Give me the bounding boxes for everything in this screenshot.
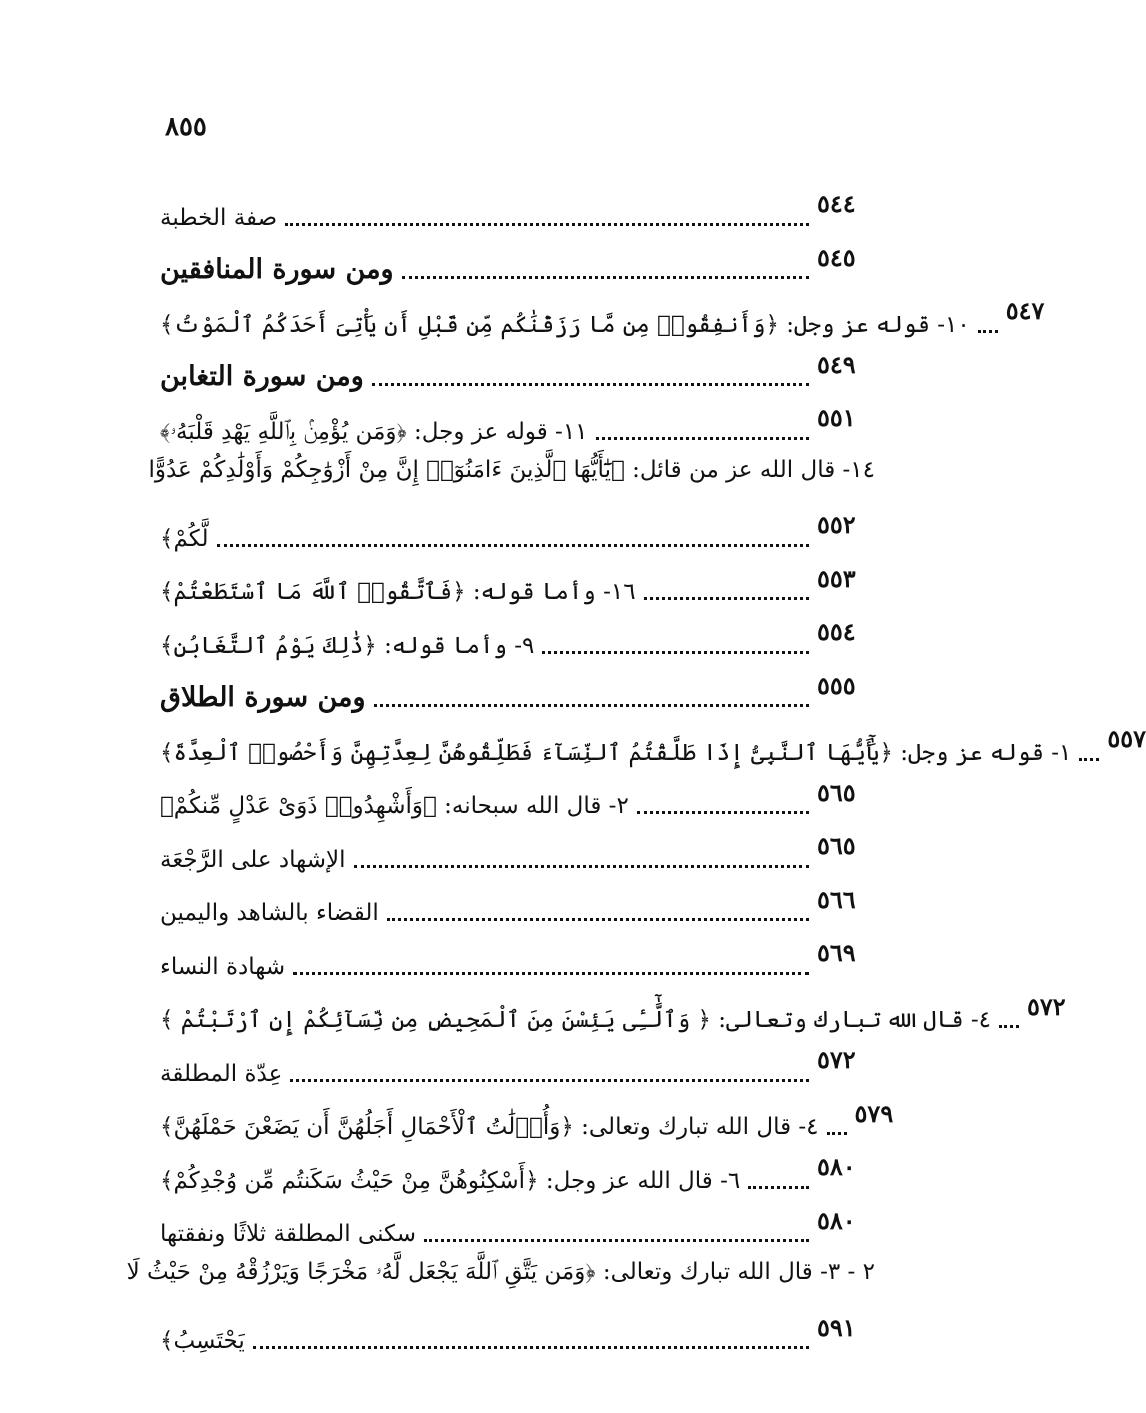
toc-entry-title: ١- قوله عز وجل: ﴿يَٰٓأَيُّهَا ٱلنَّبِىُّ إِذَا طَلَّقْتُمُ ٱلنِّسَآءَ فَطَلِّقُوهُنَّ لِعِدَّتِهِنَّ وَأَحْصُوا۟ ٱلْعِدَّةَ﴾ [160,739,1072,766]
toc-entry-page: ٥٩١ [817,1312,856,1342]
toc-entry [160,180,875,234]
toc-entry [126,1250,875,1357]
toc-entry-title: ومن سورة التغابن [160,360,364,392]
toc-entry-page: ٥٥٢ [817,510,856,540]
toc-entry-title: ومن سورة الطلاق [160,681,366,713]
toc-entry [160,1090,894,1144]
toc-entry-title: ٤- قال الله تبارك وتعالى: ﴿وَأُو۟لَٰتُ ٱلْأَحْمَالِ أَجَلُهُنَّ أَن يَضَعْنَ حَمْلَهُنَّ﴾ [160,1114,819,1141]
dot-leader [644,597,809,600]
toc-entry [160,555,875,609]
toc-entry-page: ٥٥٣ [817,563,856,593]
toc-entry-page: ٥٤٩ [817,349,856,379]
toc-entry-page: ٥٥١ [817,403,856,433]
toc-entry-title: القضاء بالشاهد واليمين [160,900,379,927]
toc-entry-title: ٩- وأما قوله: ﴿ذَٰلِكَ يَوْمُ ٱلتَّغَابُنِ﴾ [160,632,535,659]
toc-entry [160,769,875,823]
toc-entry-title: صفة الخطبة [160,204,278,231]
dot-leader [827,1132,847,1135]
toc-entry-title: ١٠- قوله عز وجل: ﴿وَأَنفِقُوا۟ مِن مَّا رَزَقْنَٰكُم مِّن قَبْلِ أَن يَأْتِىَ أَحَدَكُمُ ٱلْمَوْتُ﴾ [160,311,970,338]
toc-entry-page: ٥٥٥ [817,670,856,700]
toc-entry-continuation [160,501,875,554]
toc-entry [160,608,875,662]
dot-leader [293,972,809,975]
toc-entry-page: ٥٧٢ [1027,991,1066,1021]
toc-entry-title: الإشهاد على الرَّجْعَة [160,846,346,873]
toc-entry-page: ٥٨٠ [817,1152,856,1182]
dot-leader [748,1186,809,1189]
toc-entry-page: ٥٦٩ [817,938,856,968]
dot-leader [354,865,810,868]
toc-entry-title-cont: يَحْتَسِبُ﴾ [160,1328,245,1355]
toc-section-heading [160,234,875,288]
dot-leader [424,1239,809,1242]
toc-entry-page: ٥٤٥ [817,242,856,272]
toc-entry-title: شهادة النساء [160,953,286,980]
toc-entry-page: ٥٤٤ [817,189,856,219]
dot-leader [372,383,809,386]
dot-leader [1079,758,1099,761]
toc-entry-page: ٥٧٩ [854,1098,894,1128]
dot-leader [999,1025,1019,1028]
dot-leader [217,544,810,547]
toc-entry-page: ٥٦٦ [817,884,856,914]
toc-entry-page: ٥٥٤ [817,617,856,647]
dot-leader [402,276,809,279]
toc-section-heading [160,341,875,395]
toc-section-heading [160,662,875,716]
dot-leader [285,223,809,226]
toc-entry [160,715,1146,769]
toc-entry [160,1036,875,1090]
toc-entry-title: ١٤- قال الله عز من قائل: ﴿يَٰٓأَيُّهَا ٱلَّذِينَ ءَامَنُوٓا۟ إِنَّ مِنْ أَزْوَٰجِكُمْ وَأَوْلَٰدِكُمْ عَدُوًّا [148,456,875,483]
toc-entry [160,1197,875,1251]
toc-entry-body [148,448,875,555]
toc-entry-title: ١١- قوله عز وجل: ﴿وَمَن يُؤْمِنۢ بِٱللَّهِ يَهْدِ قَلْبَهُۥ﴾ [160,418,588,445]
dot-leader [290,1079,809,1082]
table-of-contents [126,180,1146,1357]
toc-entry-page: ٥٥٧ [1107,724,1146,754]
toc-entry [160,929,875,983]
toc-entry-continuation [160,1304,875,1357]
toc-entry-page: ٥٧٢ [817,1045,856,1075]
toc-entry-title: عِدّة المطلقة [160,1060,283,1087]
toc-entry-title-cont: لَّكُمْ﴾ [160,525,209,552]
dot-leader [387,918,809,921]
toc-entry-page: ٥٨٠ [817,1205,856,1235]
toc-entry-body [126,1250,875,1357]
toc-entry-title: ٢- قال الله سبحانه: ﴿وَأَشْهِدُوا۟ ذَوَىْ عَدْلٍ مِّنكُمْ﴾ [160,793,629,820]
toc-entry-page: ٥٦٥ [817,831,856,861]
dot-leader [253,1346,809,1349]
toc-entry-title: ١٦- وأما قوله: ﴿فَٱتَّقُوا۟ ٱللَّهَ مَا ٱسْتَطَعْتُمْ﴾ [160,579,636,606]
toc-entry [160,394,875,448]
dot-leader [374,704,809,707]
toc-entry [148,448,875,555]
toc-entry [160,876,875,930]
toc-entry [160,287,1045,341]
dot-leader [542,651,809,654]
toc-entry-page: ٥٦٥ [817,777,856,807]
toc-entry [160,822,875,876]
toc-entry-page: ٥٤٧ [1005,296,1045,326]
page-number: ٨٥٥ [165,112,207,142]
toc-entry-title: ٤- قال الله تبارك وتعالى: ﴿ وَٱلَّٰٓـِٔى يَئِسْنَ مِنَ ٱلْمَحِيضِ مِن نِّسَآئِكُمْ إِنِ ٱرْتَبْتُمْ ﴾ [160,1007,992,1034]
toc-entry [160,1143,875,1197]
toc-entry-title: سكنى المطلقة ثلاثًا ونفقتها [160,1221,417,1248]
dot-leader [596,437,809,440]
dot-leader [637,811,809,814]
toc-entry-title: ٢ - ٣- قال الله تبارك وتعالى: ﴿وَمَن يَتَّقِ ٱللَّهَ يَجْعَل لَّهُۥ مَخْرَجًا وَيَرْزُقْهُ مِنْ حَيْثُ لَا [126,1259,875,1285]
dot-leader [978,330,998,333]
toc-entry-title: ٦- قال الله عز وجل: ﴿أَسْكِنُوهُنَّ مِنْ حَيْثُ سَكَنتُم مِّن وُجْدِكُمْ﴾ [160,1167,741,1194]
toc-entry [160,983,1066,1037]
toc-entry-title: ومن سورة المنافقين [160,253,394,285]
